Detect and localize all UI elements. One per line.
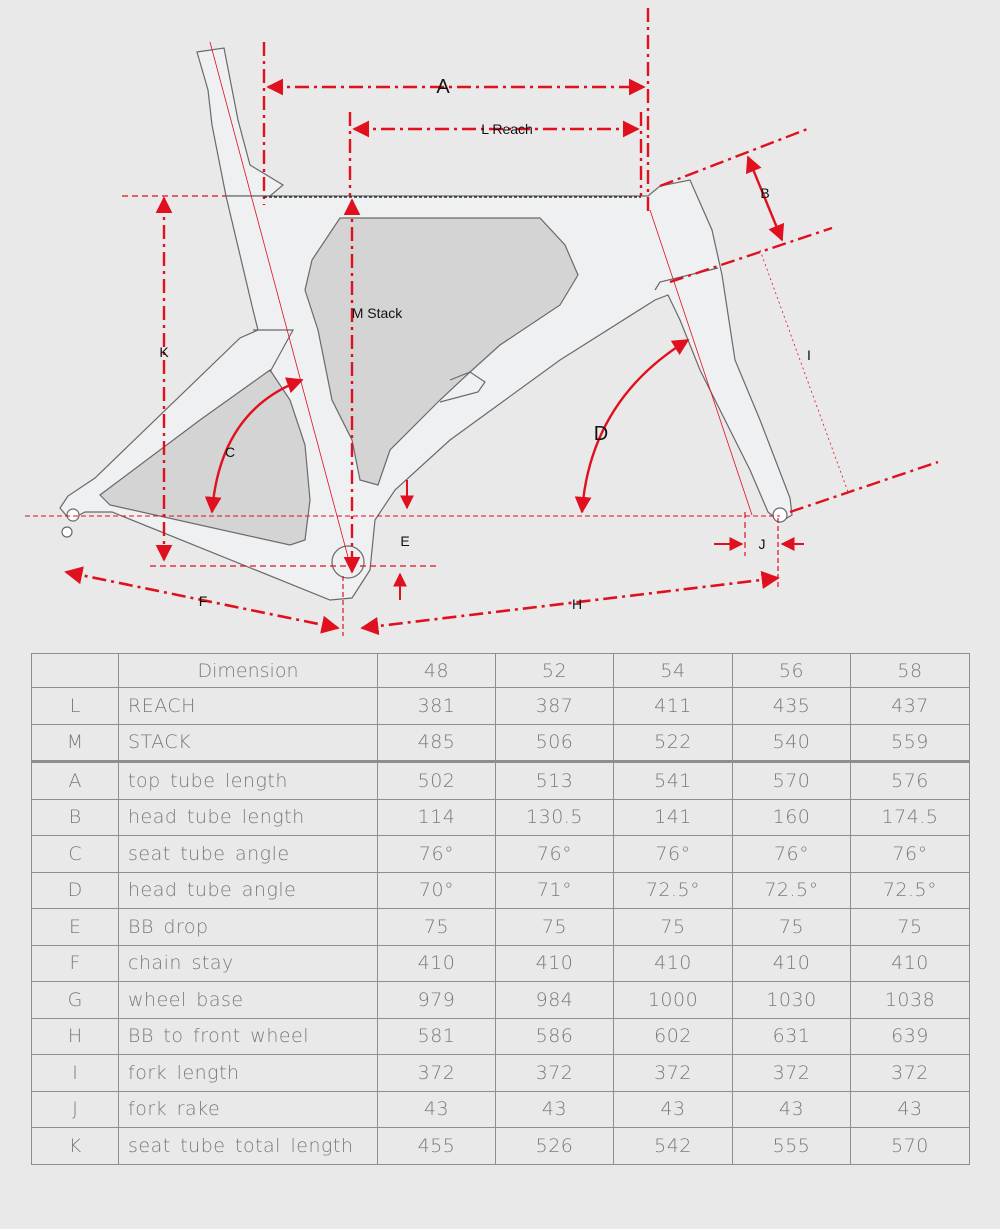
row-value: 76° [378, 836, 496, 873]
row-value: 455 [378, 1128, 496, 1165]
row-dimension-name: head tube angle [119, 872, 378, 909]
row-code: C [32, 836, 119, 873]
table-row [32, 688, 970, 725]
label-a: A [436, 76, 450, 98]
bottom-bracket [332, 546, 364, 578]
row-value: 76° [496, 836, 614, 873]
row-dimension-name: REACH [119, 688, 378, 725]
row-value: 174.5 [851, 799, 970, 836]
header-size: 52 [496, 654, 614, 688]
row-value: 410 [614, 945, 733, 982]
rear-dropout-axle [67, 509, 79, 521]
row-value: 71° [496, 872, 614, 909]
row-dimension-name: fork rake [119, 1091, 378, 1128]
row-value: 70° [378, 872, 496, 909]
row-code: H [32, 1018, 119, 1055]
row-value: 76° [733, 836, 851, 873]
row-value: 1030 [733, 982, 851, 1019]
row-code: E [32, 909, 119, 946]
row-value: 72.5° [851, 872, 970, 909]
row-value: 43 [496, 1091, 614, 1128]
row-dimension-name: chain stay [119, 945, 378, 982]
row-value: 130.5 [496, 799, 614, 836]
row-dimension-name: BB to front wheel [119, 1018, 378, 1055]
row-code: L [32, 688, 119, 725]
label-j: J [758, 536, 766, 552]
row-value: 542 [614, 1128, 733, 1165]
row-value: 570 [733, 762, 851, 800]
table-row [32, 982, 970, 1019]
row-code: F [32, 945, 119, 982]
row-value: 1000 [614, 982, 733, 1019]
label-b: B [760, 185, 770, 201]
geometry-table [31, 653, 970, 1165]
label-c: C [224, 444, 236, 460]
row-dimension-name: top tube length [119, 762, 378, 800]
row-code: G [32, 982, 119, 1019]
row-value: 540 [733, 724, 851, 762]
row-code: J [32, 1091, 119, 1128]
header-code [32, 654, 119, 688]
row-value: 984 [496, 982, 614, 1019]
row-value: 576 [851, 762, 970, 800]
label-h: H [571, 596, 583, 612]
row-value: 435 [733, 688, 851, 725]
header-size: 54 [614, 654, 733, 688]
row-value: 43 [733, 1091, 851, 1128]
row-value: 75 [378, 909, 496, 946]
row-value: 372 [614, 1055, 733, 1092]
row-value: 639 [851, 1018, 970, 1055]
header-size: 48 [378, 654, 496, 688]
table-row [32, 909, 970, 946]
row-value: 141 [614, 799, 733, 836]
row-dimension-name: fork length [119, 1055, 378, 1092]
row-value: 1038 [851, 982, 970, 1019]
row-value: 75 [614, 909, 733, 946]
rear-dropout-hook [62, 527, 72, 537]
row-code: D [32, 872, 119, 909]
row-value: 979 [378, 982, 496, 1019]
row-value: 372 [733, 1055, 851, 1092]
row-code: K [32, 1128, 119, 1165]
row-value: 411 [614, 688, 733, 725]
table-row [32, 945, 970, 982]
row-value: 581 [378, 1018, 496, 1055]
row-value: 485 [378, 724, 496, 762]
row-code: M [32, 724, 119, 762]
row-value: 76° [614, 836, 733, 873]
row-value: 522 [614, 724, 733, 762]
label-i: I [807, 347, 811, 363]
table-row [32, 1055, 970, 1092]
row-value: 631 [733, 1018, 851, 1055]
row-value: 555 [733, 1128, 851, 1165]
row-value: 75 [851, 909, 970, 946]
row-dimension-name: seat tube angle [119, 836, 378, 873]
row-value: 502 [378, 762, 496, 800]
row-value: 410 [733, 945, 851, 982]
bike-frame [60, 48, 792, 600]
row-value: 513 [496, 762, 614, 800]
row-value: 437 [851, 688, 970, 725]
row-value: 75 [733, 909, 851, 946]
row-value: 381 [378, 688, 496, 725]
header-size: 58 [851, 654, 970, 688]
row-value: 526 [496, 1128, 614, 1165]
row-value: 372 [851, 1055, 970, 1092]
row-dimension-name: wheel base [119, 982, 378, 1019]
row-value: 43 [614, 1091, 733, 1128]
row-value: 541 [614, 762, 733, 800]
row-value: 160 [733, 799, 851, 836]
table-header-row [32, 654, 970, 688]
row-dimension-name: seat tube total length [119, 1128, 378, 1165]
row-value: 602 [614, 1018, 733, 1055]
table-row [32, 836, 970, 873]
table-row [32, 724, 970, 762]
row-value: 72.5° [614, 872, 733, 909]
label-f: F [198, 593, 208, 609]
row-value: 43 [378, 1091, 496, 1128]
header-dimension: Dimension [119, 654, 378, 688]
row-value: 75 [496, 909, 614, 946]
row-value: 387 [496, 688, 614, 725]
row-value: 372 [496, 1055, 614, 1092]
row-value: 410 [851, 945, 970, 982]
table-row [32, 1128, 970, 1165]
row-value: 586 [496, 1018, 614, 1055]
row-dimension-name: STACK [119, 724, 378, 762]
row-value: 76° [851, 836, 970, 873]
seatpost [197, 48, 283, 196]
label-e: E [400, 533, 410, 549]
front-axle [773, 508, 787, 522]
table-row [32, 872, 970, 909]
table-row [32, 1091, 970, 1128]
row-dimension-name: BB drop [119, 909, 378, 946]
row-value: 506 [496, 724, 614, 762]
row-value: 410 [378, 945, 496, 982]
label-k: K [159, 344, 169, 360]
row-dimension-name: head tube length [119, 799, 378, 836]
row-code: A [32, 762, 119, 800]
table-row [32, 762, 970, 800]
row-value: 43 [851, 1091, 970, 1128]
header-size: 56 [733, 654, 851, 688]
table-row [32, 1018, 970, 1055]
row-code: I [32, 1055, 119, 1092]
label-d: D [593, 423, 609, 445]
row-value: 410 [496, 945, 614, 982]
row-value: 114 [378, 799, 496, 836]
row-value: 372 [378, 1055, 496, 1092]
row-code: B [32, 799, 119, 836]
row-value: 570 [851, 1128, 970, 1165]
label-l-reach: L Reach [481, 121, 533, 137]
row-value: 559 [851, 724, 970, 762]
row-value: 72.5° [733, 872, 851, 909]
table-row [32, 799, 970, 836]
label-m-stack: M Stack [351, 305, 403, 321]
